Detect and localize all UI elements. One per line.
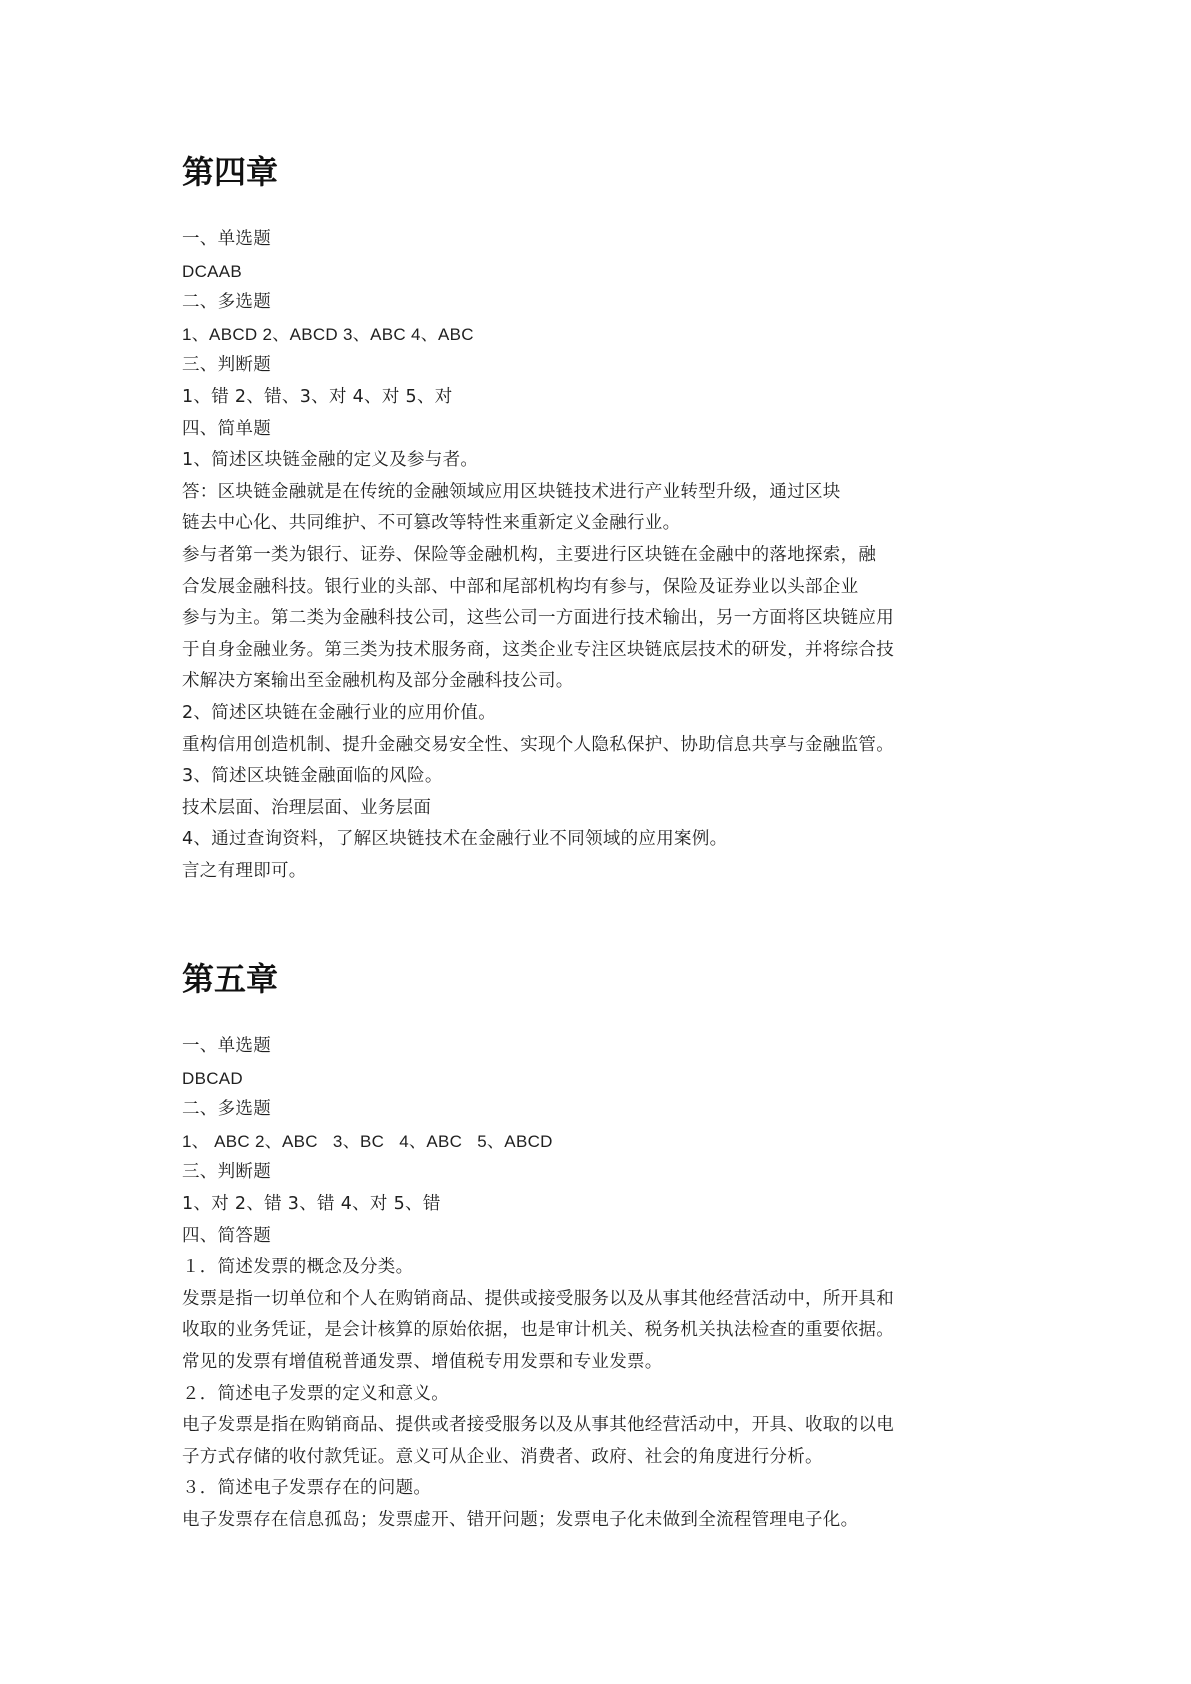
- question-4: 4、通过查询资料，了解区块链技术在金融行业不同领域的应用案例。: [182, 829, 728, 850]
- section-heading-short-answer: 四、简单题: [182, 418, 271, 439]
- chapter-5-section: [182, 957, 1062, 1537]
- answer-text-line: 技术层面、治理层面、业务层面: [182, 797, 432, 818]
- answer-text-line: 电子发票存在信息孤岛；发票虚开、错开问题；发票电子化未做到全流程管理电子化。: [182, 1509, 859, 1530]
- question-1: 1、简述区块链金融的定义及参与者。: [182, 450, 479, 471]
- answer-text-line: 收取的业务凭证，是会计核算的原始依据，也是审计机关、税务机关执法检查的重要依据。: [182, 1320, 894, 1341]
- answer-text-line: 参与为主。第二类为金融科技公司，这些公司一方面进行技术输出，另一方面将区块链应用: [182, 608, 894, 629]
- answer-text-line: 于自身金融业务。第三类为技术服务商，这类企业专注区块链底层技术的研发，并将综合技: [182, 639, 894, 660]
- single-choice-answers: DCAAB: [182, 261, 243, 281]
- question-2: 2、简述区块链在金融行业的应用价值。: [182, 702, 497, 723]
- answer-text-line: 参与者第一类为银行、证券、保险等金融机构，主要进行区块链在金融中的落地探索，融: [182, 544, 877, 565]
- section-heading-multiple-choice: 二、多选题: [182, 1099, 271, 1120]
- true-false-answers: 1、对 2、错 3、错 4、对 5、错: [182, 1193, 441, 1214]
- true-false-answers: 1、错 2、错、3、对 4、对 5、对: [182, 386, 453, 407]
- answer-text-line: 链去中心化、共同维护、不可篡改等特性来重新定义金融行业。: [182, 513, 681, 534]
- section-heading-multiple-choice: 二、多选题: [182, 292, 271, 313]
- answer-text-line: 发票是指一切单位和个人在购销商品、提供或接受服务以及从事其他经营活动中，所开具和: [182, 1288, 894, 1309]
- answer-text-line: 合发展金融科技。银行业的头部、中部和尾部机构均有参与，保险及证券业以头部企业: [182, 576, 859, 597]
- section-heading-single-choice: 一、单选题: [182, 1036, 271, 1056]
- chapter-5-title: 第五章: [182, 960, 279, 998]
- question-1: １．简述发票的概念及分类。: [182, 1257, 414, 1278]
- chapter-5-body: [182, 1031, 1062, 1537]
- answer-text-line: 答：区块链金融就是在传统的金融领域应用区块链技术进行产业转型升级，通过区块: [182, 481, 841, 502]
- answer-text-line: 常见的发票有增值税普通发票、增值税专用发票和专业发票。: [182, 1351, 663, 1372]
- question-3: ３．简述电子发票存在的问题。: [182, 1478, 432, 1499]
- answer-text-line: 重构信用创造机制、提升金融交易安全性、实现个人隐私保护、协助信息共享与金融监管。: [182, 734, 894, 755]
- single-choice-answers: DBCAD: [182, 1068, 244, 1088]
- section-heading-short-answer: 四、简答题: [182, 1225, 271, 1246]
- question-2: ２．简述电子发票的定义和意义。: [182, 1383, 449, 1404]
- answer-text-line: 电子发票是指在购销商品、提供或者接受服务以及从事其他经营活动中，开具、收取的以电: [182, 1415, 894, 1436]
- answer-text-line: 言之有理即可。: [182, 860, 307, 881]
- chapter-4-section: [182, 150, 1062, 887]
- chapter-4-body: [182, 224, 1062, 887]
- chapter-4-title: 第四章: [182, 153, 279, 191]
- section-heading-true-false: 三、判断题: [182, 1162, 271, 1183]
- multiple-choice-answers: 1、ABCD 2、ABCD 3、ABC 4、ABC: [182, 324, 474, 344]
- section-heading-single-choice: 一、单选题: [182, 229, 271, 249]
- section-heading-true-false: 三、判断题: [182, 355, 271, 376]
- answer-text-line: 子方式存储的收付款凭证。意义可从企业、消费者、政府、社会的角度进行分析。: [182, 1446, 823, 1467]
- answer-text-line: 术解决方案输出至金融机构及部分金融科技公司。: [182, 671, 574, 692]
- question-3: 3、简述区块链金融面临的风险。: [182, 766, 443, 787]
- multiple-choice-answers: 1、 ABC 2、ABC 3、BC 4、ABC 5、ABCD: [182, 1131, 553, 1151]
